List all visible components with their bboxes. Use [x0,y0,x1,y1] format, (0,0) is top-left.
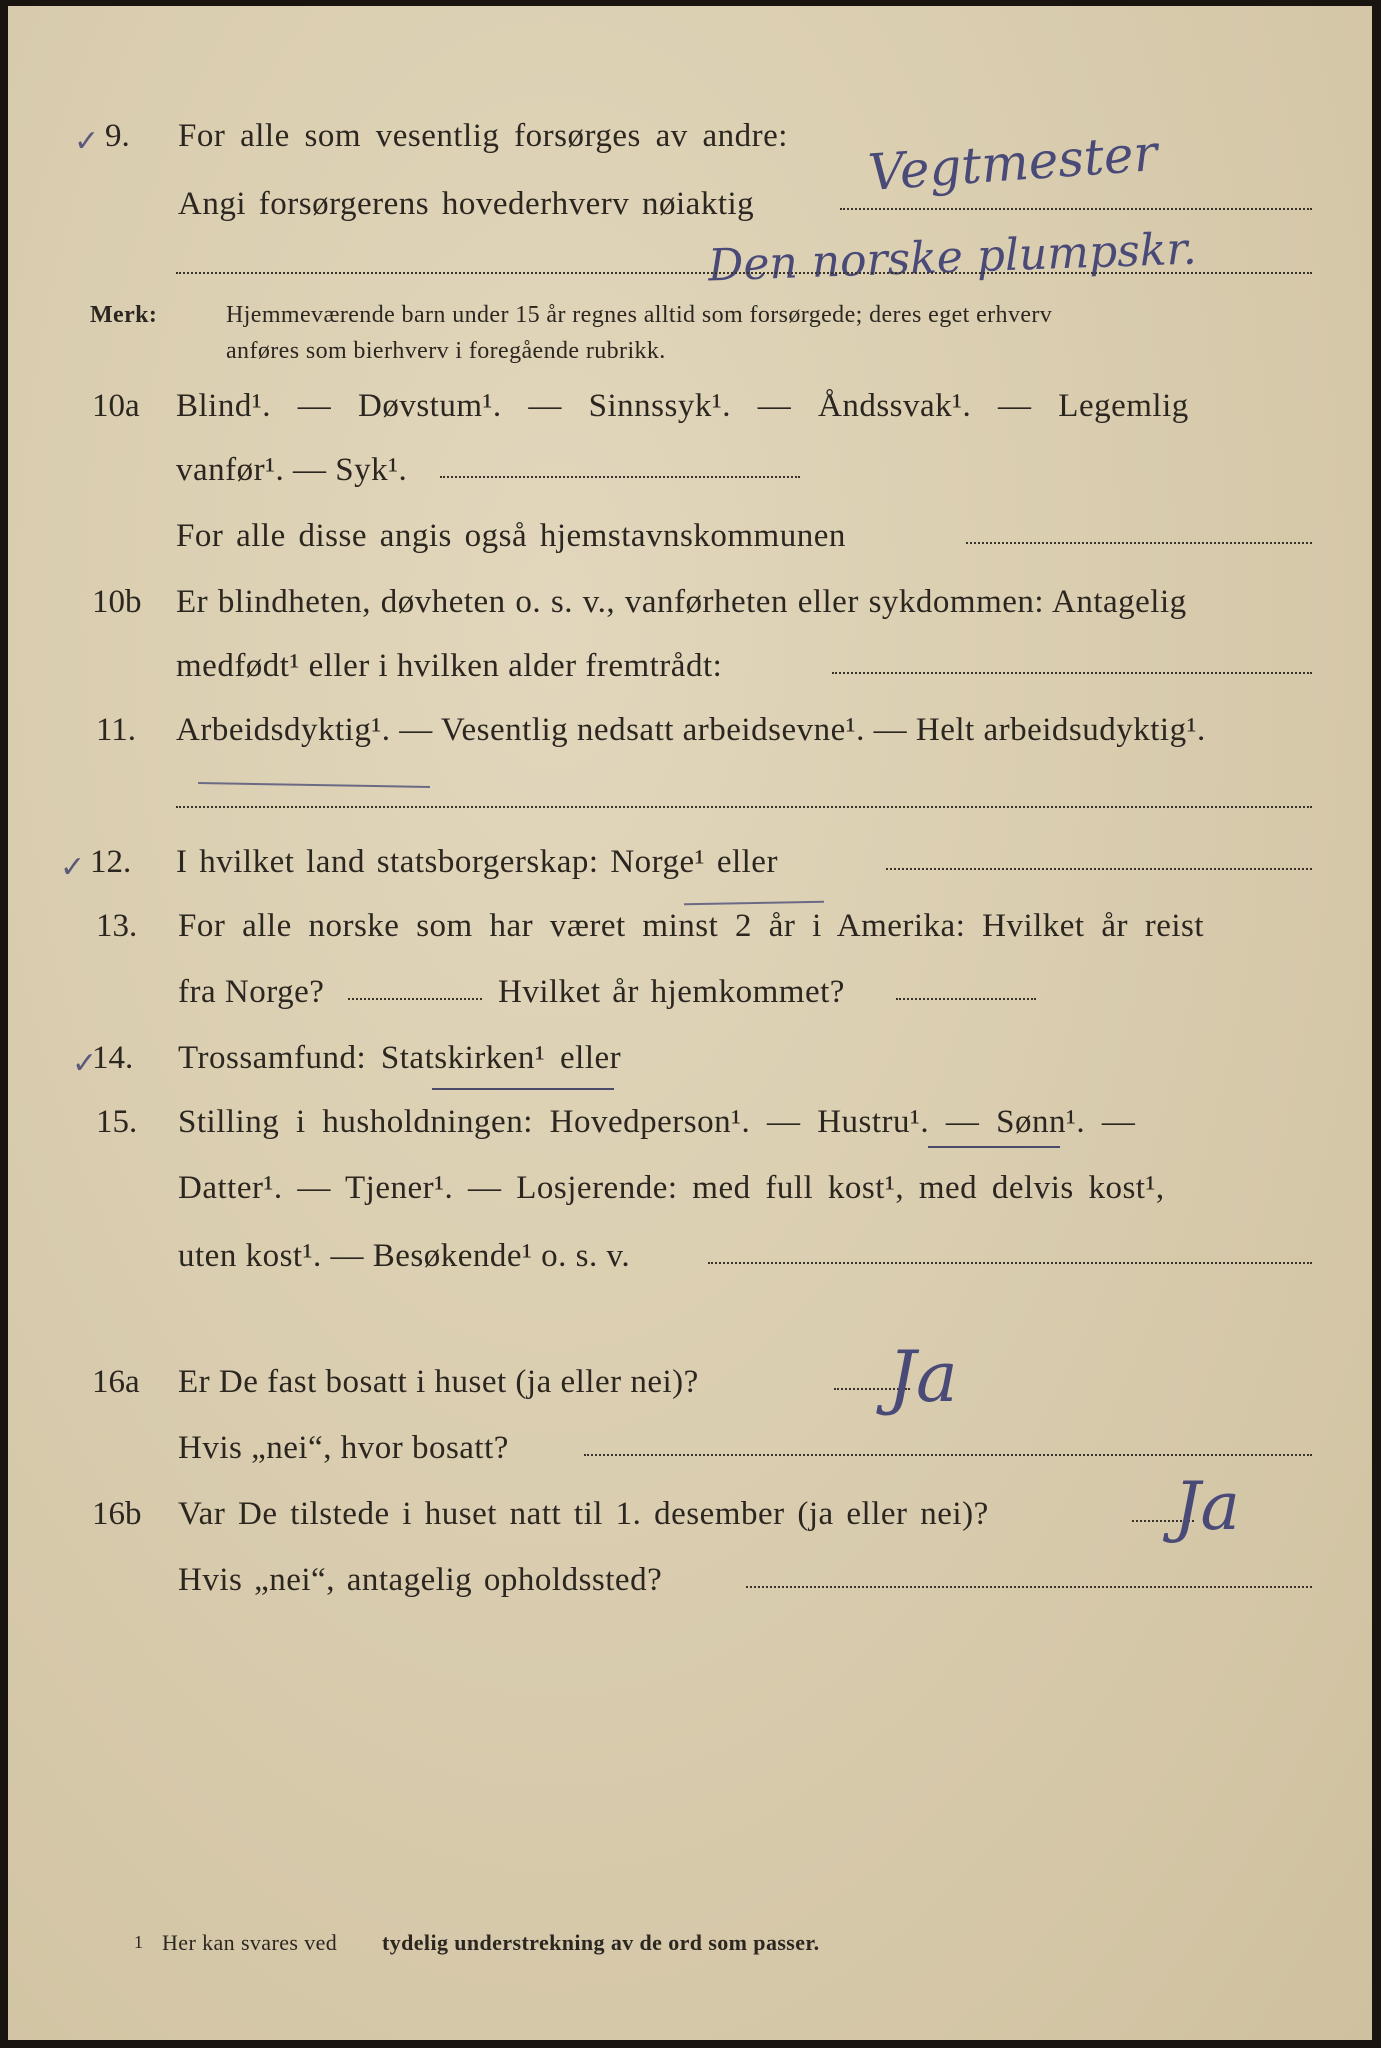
q10a-number: 10a [92,388,140,424]
q13-number: 13. [96,908,138,944]
q14-handwritten-underline [432,1088,614,1090]
q11-number: 11. [96,712,137,748]
q15-line1: Stilling i husholdningen: Hovedperson¹. — Hustru¹. — Sønn¹. — [178,1104,1136,1140]
merk-line1: Hjemmeværende barn under 15 år regnes alltid som forsørgede; deres eget erhverv [226,302,1053,328]
q16a-number: 16a [92,1364,140,1400]
q13-line2a: fra Norge? [178,974,325,1010]
q16a-line1: Er De fast bosatt i huset (ja eller nei)? [178,1364,699,1400]
q9-line1: For alle som vesentlig forsørges av andre: [178,118,788,154]
q9-number: 9. [105,118,130,154]
q15-line3: uten kost¹. — Besøkende¹ o. s. v. [178,1238,631,1274]
q13-return-line [896,998,1036,1000]
q16b-number: 16b [92,1496,142,1532]
q12-number: 12. [90,844,132,880]
q15-line2: Datter¹. — Tjener¹. — Losjerende: med full kost¹, med delvis kost¹, [178,1170,1165,1206]
q16a-line2: Hvis „nei“, hvor bosatt? [178,1430,509,1466]
q16a-answer-line-2 [584,1454,1312,1456]
q10a-line2: vanfør¹. — Syk¹. [176,452,408,488]
q10b-line2: medfødt¹ eller i hvilken alder fremtrådt: [176,648,723,684]
q16b-answer-line-2 [746,1586,1312,1588]
check-mark-icon: ✓ [72,1046,98,1081]
q14-line1: Trossamfund: Statskirken¹ eller [178,1040,622,1076]
q13-line2b: Hvilket år hjemkommet? [498,974,845,1010]
q14-number: 14. [92,1040,134,1076]
q11-line1: Arbeidsdyktig¹. — Vesentlig nedsatt arbeidsevne¹. — Helt arbeidsudyktig¹. [176,712,1206,748]
q10b-answer-line [832,672,1312,674]
q13-departure-line [348,998,482,1000]
q12-line1: I hvilket land statsborgerskap: Norge¹ eller [176,844,778,880]
q16b-line1: Var De tilstede i huset natt til 1. desember (ja eller nei)? [178,1496,989,1532]
q9-answer-line [840,208,1312,210]
q9-handwritten-answer2: Den norske plumpskr. [707,223,1198,292]
q11-answer-line [176,806,1312,808]
q9-line2: Angi forsørgerens hovederhverv nøiaktig [178,186,755,222]
q12-answer-line [886,868,1312,870]
q16a-handwritten-answer: Ja [888,1336,958,1418]
merk-line2: anføres som bierhverv i foregående rubrikk. [226,338,666,364]
footnote-bold-text: tydelig understrekning av de ord som passer. [382,1930,820,1955]
merk-label: Merk: [90,302,158,328]
q10a-line3: For alle disse angis også hjemstavnskommunen [176,518,846,554]
q11-handwritten-stroke [198,782,430,788]
q16b-line2: Hvis „nei“, antagelig opholdssted? [178,1562,663,1598]
q12-handwritten-underline [684,901,824,905]
footnote-mark: 1 [134,1932,144,1952]
q10a-answer-line [440,476,800,478]
check-mark-icon: ✓ [74,124,100,159]
q15-handwritten-underline [928,1146,1060,1148]
q10a-line1: Blind¹. — Døvstum¹. — Sinnssyk¹. — Åndssvak¹. — Legemlig [176,388,1189,424]
q15-number: 15. [96,1104,138,1140]
q10b-number: 10b [92,584,142,620]
q16b-handwritten-answer: Ja [1174,1468,1240,1545]
q9-answer-line-2 [176,272,1312,274]
census-form-page [8,6,1372,2040]
q13-line1: For alle norske som har været minst 2 år i Amerika: Hvilket år reist [178,908,1205,944]
check-mark-icon: ✓ [60,850,86,885]
q9-handwritten-answer1: Vegtmester [866,123,1160,203]
q10b-line1: Er blindheten, døvheten o. s. v., vanførheten eller sykdommen: Antagelig [176,584,1187,620]
q10a-answer-line-2 [966,542,1312,544]
q15-answer-line [708,1262,1312,1264]
footnote-text: Her kan svares ved [162,1930,338,1955]
